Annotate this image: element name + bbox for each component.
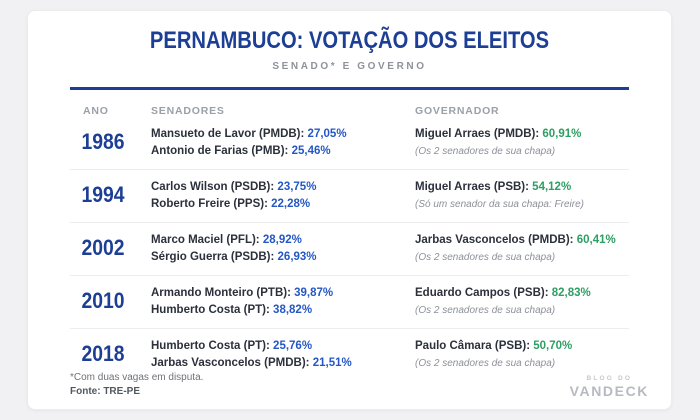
year-cell xyxy=(70,285,151,319)
senator-percent: 25,46% xyxy=(291,145,331,157)
senator-percent: 22,28% xyxy=(271,198,311,210)
senator-percent: 28,92% xyxy=(262,234,302,246)
governor-note: (Só um senador da sua chapa: Freire) xyxy=(415,199,584,210)
senator-percent: 27,05% xyxy=(307,128,347,140)
senator-name: Antonio de Farias (PMB): xyxy=(151,145,289,157)
governor-cell xyxy=(415,285,629,319)
senators-cell xyxy=(151,338,415,372)
senator-entry xyxy=(151,126,415,143)
year-cell xyxy=(70,338,151,372)
senator-percent: 26,93% xyxy=(277,251,317,263)
page-title: PERNAMBUCO: VOTAÇÃO DOS ELEITOS xyxy=(149,27,550,54)
governor-cell xyxy=(415,126,629,160)
governor-entry xyxy=(415,126,629,143)
governor-name: Paulo Câmara (PSB): xyxy=(415,340,531,352)
table-row xyxy=(70,117,629,169)
page-subtitle: SENADO* E GOVERNO xyxy=(272,61,427,72)
senator-name: Carlos Wilson (PSDB): xyxy=(151,181,275,193)
governor-name: Miguel Arraes (PSB): xyxy=(415,181,529,193)
year-label: 2002 xyxy=(81,235,125,260)
governor-entry xyxy=(415,232,629,249)
table-row xyxy=(70,169,629,222)
senator-entry xyxy=(151,338,415,355)
table-body xyxy=(70,117,629,381)
table-row xyxy=(70,222,629,275)
senator-percent: 38,82% xyxy=(273,304,313,316)
senator-percent: 21,51% xyxy=(312,357,352,369)
year-label: 1994 xyxy=(81,182,125,207)
senator-entry xyxy=(151,143,415,160)
senators-cell xyxy=(151,179,415,213)
year-label: 2018 xyxy=(81,341,125,366)
senator-entry xyxy=(151,302,415,319)
governor-note: (Os 2 senadores de sua chapa) xyxy=(415,305,556,316)
governor-note: (Os 2 senadores de sua chapa) xyxy=(415,146,556,157)
governor-cell xyxy=(415,338,629,372)
governor-percent: 54,12% xyxy=(532,181,572,193)
governor-note: (Os 2 senadores de sua chapa) xyxy=(415,358,556,369)
senators-cell xyxy=(151,126,415,160)
governor-cell xyxy=(415,179,629,213)
source-label: Fonte: TRE-PE xyxy=(70,386,140,397)
senator-name: Roberto Freire (PPS): xyxy=(151,198,268,210)
senator-name: Marco Maciel (PFL): xyxy=(151,234,260,246)
infographic-card xyxy=(27,10,672,410)
column-header-senadores: SENADORES xyxy=(151,105,225,117)
senator-entry xyxy=(151,249,415,266)
senator-entry xyxy=(151,355,415,372)
senator-percent: 25,76% xyxy=(273,340,313,352)
governor-name: Jarbas Vasconcelos (PMDB): xyxy=(415,234,574,246)
year-label: 2010 xyxy=(81,288,125,313)
senator-name: Jarbas Vasconcelos (PMDB): xyxy=(151,357,310,369)
governor-percent: 50,70% xyxy=(533,340,573,352)
senator-entry xyxy=(151,196,415,213)
year-cell xyxy=(70,126,151,160)
senator-name: Humberto Costa (PT): xyxy=(151,340,270,352)
column-header-ano: ANO xyxy=(83,105,109,117)
governor-name: Miguel Arraes (PMDB): xyxy=(415,128,540,140)
senator-name: Armando Monteiro (PTB): xyxy=(151,287,291,299)
governor-percent: 82,83% xyxy=(551,287,591,299)
senator-percent: 39,87% xyxy=(294,287,334,299)
column-header-governador: GOVERNADOR xyxy=(415,105,500,117)
blog-logo-bottom-text: VANDECK xyxy=(569,383,649,399)
blog-logo-top-text: BLOG DO xyxy=(586,375,633,382)
table-row xyxy=(70,275,629,328)
table-header-row xyxy=(70,105,629,117)
governor-percent: 60,91% xyxy=(542,128,582,140)
senators-cell xyxy=(151,285,415,319)
senator-name: Mansueto de Lavor (PMDB): xyxy=(151,128,305,140)
year-cell xyxy=(70,232,151,266)
governor-entry xyxy=(415,285,629,302)
governor-name: Eduardo Campos (PSB): xyxy=(415,287,549,299)
blog-logo xyxy=(570,375,653,399)
senator-entry xyxy=(151,285,415,302)
card-footer xyxy=(70,371,653,399)
governor-note: (Os 2 senadores de sua chapa) xyxy=(415,252,556,263)
footnotes xyxy=(70,371,203,399)
year-label: 1986 xyxy=(81,129,125,154)
senator-percent: 23,75% xyxy=(277,181,317,193)
governor-entry xyxy=(415,338,629,355)
senator-entry xyxy=(151,232,415,249)
governor-cell xyxy=(415,232,629,266)
year-cell xyxy=(70,179,151,213)
governor-entry xyxy=(415,179,629,196)
senator-name: Humberto Costa (PT): xyxy=(151,304,270,316)
senator-entry xyxy=(151,179,415,196)
senator-name: Sérgio Guerra (PSDB): xyxy=(151,251,275,263)
senators-cell xyxy=(151,232,415,266)
footnote-text: *Com duas vagas em disputa. xyxy=(70,372,204,383)
governor-percent: 60,41% xyxy=(576,234,616,246)
divider-rule xyxy=(70,87,629,90)
